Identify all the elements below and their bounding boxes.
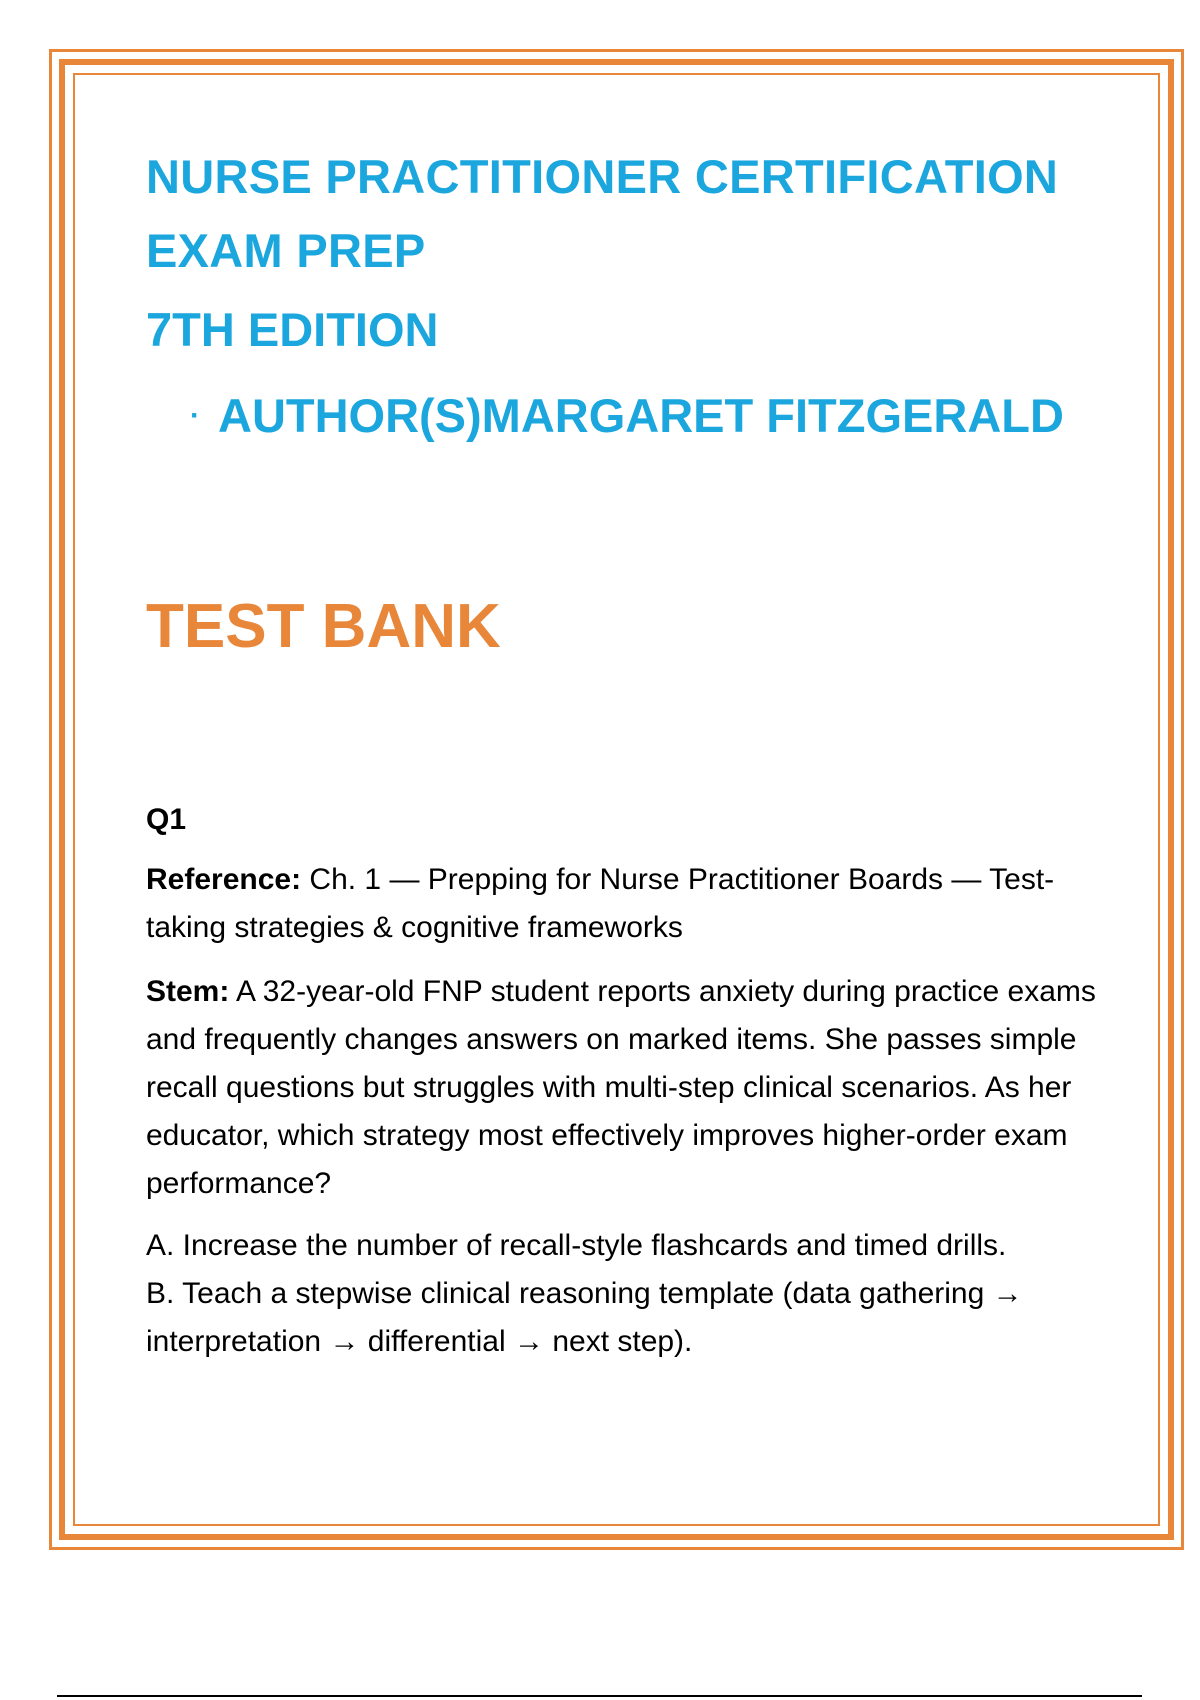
reference-text: Ch. 1 — Prepping for Nurse Practitioner Boards — Test-taking strategies & cognitive frameworks [146,863,1055,944]
author-label: AUTHOR(S)MARGARET FITZGERALD [218,389,1064,442]
edition-label: 7TH EDITION [146,303,439,356]
author-row [146,388,1106,444]
book-title-line-2: EXAM PREP [146,224,426,277]
option-a: A. Increase the number of recall-style flashcards and timed drills. [146,1229,1007,1262]
bottom-divider [57,1695,1142,1697]
question-number: Q1 [146,803,187,836]
book-title-line-1: NURSE PRACTITIONER CERTIFICATION [146,150,1059,203]
option-b: B. Teach a stepwise clinical reasoning template (data gathering → interpretation → differential → next step). [146,1277,1023,1358]
answer-options [146,1222,1106,1366]
reference-label: Reference: [146,863,302,896]
question-reference [146,856,1106,952]
stem-text: A 32-year-old FNP student reports anxiety during practice exams and frequently changes answers on marked items. She passes simple recall questions but struggles with multi-step clinical scenarios. As her educator, which strategy most effectively improves higher-order exam performance? [146,975,1096,1200]
question-stem [146,968,1106,1208]
bullet-icon: · [190,399,200,432]
stem-label: Stem: [146,975,230,1008]
page-content [146,140,1106,1366]
section-heading: TEST BANK [146,592,501,661]
